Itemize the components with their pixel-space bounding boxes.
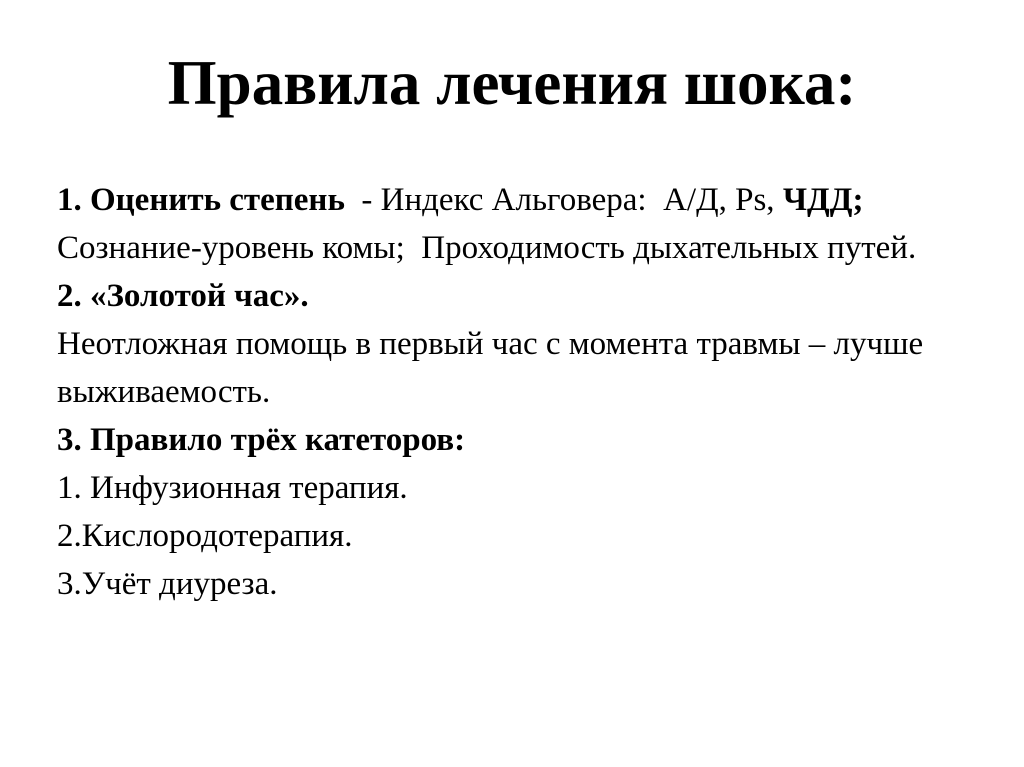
line-three-catheters (57, 416, 984, 464)
slide-title: Правила лечения шока: (167, 48, 857, 118)
line-golden-hour (57, 272, 984, 320)
line-consciousness-airway (57, 224, 984, 272)
line-assess-degree (57, 176, 984, 224)
text-segment: 2.Кислородотерапия. (57, 518, 353, 554)
text-segment-bold: 2. «Золотой час». (57, 278, 309, 314)
text-segment: выживаемость. (57, 374, 271, 410)
text-segment-bold: ЧДД; (782, 182, 864, 218)
text-segment: 1. Инфузионная терапия. (57, 470, 408, 506)
text-segment: 3.Учёт диуреза. (57, 566, 278, 602)
text-segment-bold: 1. Оценить степень (57, 182, 345, 218)
text-segment-bold: 3. Правило трёх катеторов: (57, 422, 466, 458)
line-infusion-therapy (57, 464, 984, 512)
line-oxygen-therapy (57, 512, 984, 560)
slide-body (0, 118, 1024, 608)
text-segment: - Индекс Альговера: А/Д, Ps, (344, 182, 783, 218)
line-diuresis (57, 560, 984, 608)
line-emergency-help-2 (57, 368, 984, 416)
text-segment: Неотложная помощь в первый час с момента травмы – лучше (57, 326, 924, 362)
line-emergency-help-1 (57, 320, 984, 368)
text-segment: Сознание-уровень комы; Проходимость дыхательных путей. (57, 230, 917, 266)
